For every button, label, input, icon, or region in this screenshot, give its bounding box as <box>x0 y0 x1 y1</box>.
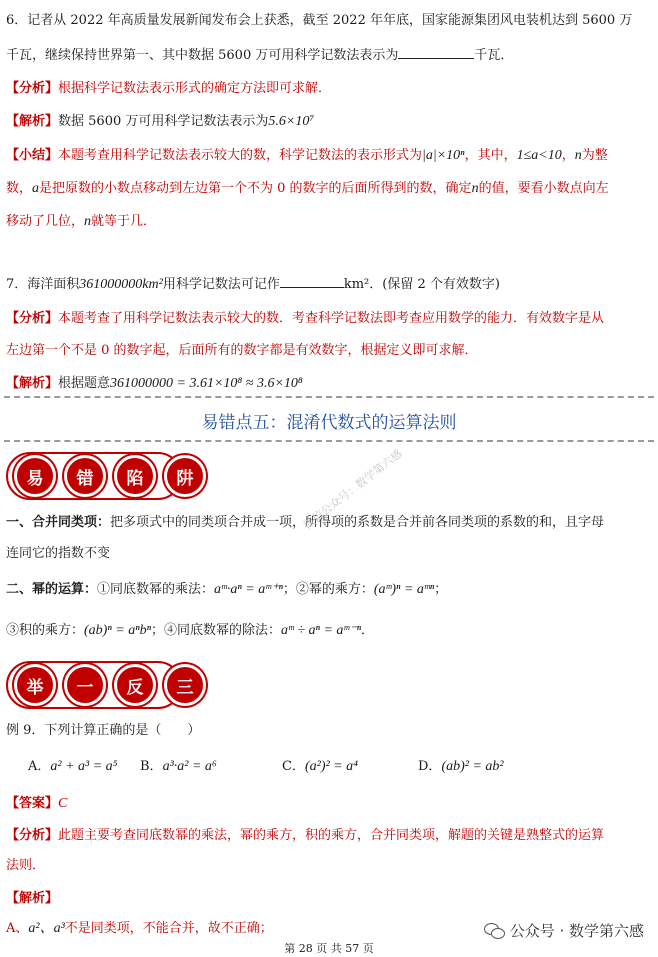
ex9-answer-value: C <box>58 796 68 811</box>
rule1-line2: 连同它的指数不变 <box>6 546 111 561</box>
q6-answer-blank <box>398 46 474 59</box>
ex9-option-a <box>28 758 118 776</box>
q6-summary-n3: n <box>84 214 92 229</box>
option-letter: B． <box>140 759 163 774</box>
q7-solution-math: 361000000 = 3.61×10⁸ ≈ 3.6×10⁸ <box>110 376 303 391</box>
q6-summary-text8: 移动了几位， <box>6 214 85 229</box>
badge-char: 举 <box>14 664 56 706</box>
badge-char: 陷 <box>114 455 156 497</box>
rule3-math1: (ab)ⁿ = aⁿbⁿ <box>84 623 152 638</box>
q6-solution-text: 数据 5600 万可用科学记数法表示为 <box>58 114 269 129</box>
q6-stem-line2 <box>6 46 652 65</box>
watermark-text: 微信公众号：数学第六感 <box>301 447 405 532</box>
q6-summary-text9: 就等于几． <box>91 214 157 229</box>
rule1-text: 把多项式中的同类项合并成一项，所得项的系数是合并前各同类项的系数的和，且字母 <box>110 515 605 530</box>
ex9-option-d <box>418 758 504 776</box>
q6-summary-math-a: a <box>32 181 40 196</box>
rule3-text2: ；④同底数幂的除法： <box>151 623 282 638</box>
q6-summary-text2: ，其中， <box>464 148 517 163</box>
q6-summary-text4: 为整 <box>581 148 608 163</box>
section-title: 易错点五：混淆代数式的运算法则 <box>201 413 457 433</box>
ex9-stem: 例 9．下列计算正确的是（ ） <box>6 723 201 738</box>
rule2-math2: (aᵐ)ⁿ = aᵐⁿ <box>373 582 435 597</box>
analysis-tag: 【分析】 <box>6 827 59 842</box>
q6-unit: 千瓦． <box>474 48 514 63</box>
solution-tag: 【解析】 <box>6 375 59 390</box>
q6-summary-line3 <box>6 213 652 231</box>
q6-stem-text: 千瓦，继续保持世界第一、其中数据 5600 万可用科学记数法表示为 <box>6 48 399 63</box>
badge-char: 一 <box>64 664 106 706</box>
q6-summary-math1: |a|×10ⁿ <box>422 148 465 163</box>
sol-a-letter: A、 <box>6 921 29 936</box>
badge-group-pitfalls <box>14 455 214 497</box>
sol-a-math: a²、a³ <box>28 921 65 936</box>
q6-summary-line1 <box>6 146 652 165</box>
wechat-icon <box>484 923 504 939</box>
option-math: (a²)² = a⁴ <box>304 759 358 774</box>
q7-stem-math: 361000000km² <box>79 277 163 292</box>
ex9-option-b <box>140 758 217 776</box>
badge-char: 反 <box>114 664 156 706</box>
q7-solution-text: 根据题意 <box>58 376 111 391</box>
solution-tag: 【解析】 <box>6 890 59 905</box>
q6-analysis-text: 根据科学记数法表示形式的确定方法即可求解． <box>58 81 332 96</box>
q7-analysis-line2: 左边第一个不是 0 的数字起，后面所有的数字都是有效数字，根据定义即可求解． <box>6 343 478 358</box>
ex9-analysis-text1: 此题主要考查同底数幂的乘法，幂的乘方，积的乘方，合并同类项，解题的关键是熟整式的运算 <box>58 828 605 843</box>
option-math: (ab)² = ab² <box>441 759 504 774</box>
q6-summary-text3: ， <box>561 148 575 163</box>
rule2-text2: ；②幂的乘方： <box>282 582 374 597</box>
ex9-option-c <box>282 758 358 776</box>
rule2-text1: ①同底数幂的乘法： <box>97 582 215 597</box>
q7-stem-text1: 7．海洋面积 <box>6 277 80 292</box>
dashed-divider-top <box>4 396 654 398</box>
q6-summary-text7: 的值，要看小数点向左 <box>478 181 609 196</box>
sol-a-text: 不是同类项，不能合并，故不正确； <box>64 921 273 936</box>
q7-solution <box>6 374 652 393</box>
rule3-text3: ． <box>361 623 375 638</box>
q7-answer-blank <box>280 275 344 288</box>
ex9-answer <box>6 794 652 813</box>
rule3 <box>6 622 652 640</box>
analysis-tag: 【分析】 <box>6 80 59 95</box>
rule3-text1: ③积的乘方： <box>6 623 85 638</box>
rule2-tag: 二、幂的运算： <box>6 581 98 596</box>
q6-summary-text6: 是把原数的小数点移动到左边第一个不为 0 的数字的后面所得到的数，确定 <box>39 181 472 196</box>
option-letter: D． <box>418 759 442 774</box>
rule2-text3: ； <box>434 582 448 597</box>
q7-analysis-line1 <box>6 309 652 328</box>
q6-summary-n1: n <box>574 148 582 163</box>
q6-summary-text1: 本题考查用科学记数法表示较大的数，科学记数法的表示形式为 <box>58 148 423 163</box>
badge-char: 三 <box>164 664 206 706</box>
badge-char: 错 <box>64 455 106 497</box>
summary-tag: 【小结】 <box>6 147 59 162</box>
badge-group-practice <box>14 664 214 706</box>
q6-summary-line2 <box>6 180 652 198</box>
q6-solution-math: 5.6×10⁷ <box>268 114 315 129</box>
rule2 <box>6 580 652 599</box>
brand-footer <box>484 920 644 941</box>
analysis-tag: 【分析】 <box>6 310 59 325</box>
q6-summary-math2: 1≤a<10 <box>516 148 562 163</box>
solution-tag: 【解析】 <box>6 113 59 128</box>
rule2-math1: aᵐ·aⁿ = aᵐ⁺ⁿ <box>214 582 283 597</box>
brand-text: 公众号 · 数学第六感 <box>509 922 644 940</box>
option-letter: C． <box>282 759 305 774</box>
q7-stem <box>6 275 652 294</box>
badge-char: 阱 <box>164 455 206 497</box>
q6-summary-n2: n <box>471 181 479 196</box>
option-letter: A． <box>28 759 51 774</box>
option-math: a³·a² = a⁶ <box>162 759 217 774</box>
q7-stem-text2: 用科学记数法可记作 <box>162 277 280 292</box>
option-math: a² + a³ = a⁵ <box>50 759 118 774</box>
rule1-tag: 一、合并同类项： <box>6 514 111 529</box>
rule3-math2: aᵐ ÷ aⁿ = aᵐ⁻ⁿ <box>281 623 362 638</box>
ex9-analysis-line2: 法则． <box>6 858 46 873</box>
page-number: 第 28 页 共 57 页 <box>284 942 374 955</box>
q6-analysis <box>6 79 652 98</box>
ex9-solution-tag-line <box>6 889 652 908</box>
q7-analysis-text1: 本题考查了用科学记数法表示较大的数．考查科学记数法即考查应用数学的能力．有效数字是从 <box>58 311 605 326</box>
q6-stem-line1: 6．记者从 2022 年高质量发展新闻发布会上获悉，截至 2022 年年底，国家能源集团风电装机达到 5600 万 <box>6 13 633 28</box>
q6-summary-text5: 数， <box>6 181 33 196</box>
q7-stem-text3: km²．(保留 2 个有效数字) <box>343 277 500 292</box>
answer-tag: 【答案】 <box>6 795 59 810</box>
q6-solution <box>6 112 652 131</box>
dashed-divider-bottom <box>4 440 654 442</box>
ex9-analysis-line1 <box>6 826 652 845</box>
badge-char: 易 <box>14 455 56 497</box>
